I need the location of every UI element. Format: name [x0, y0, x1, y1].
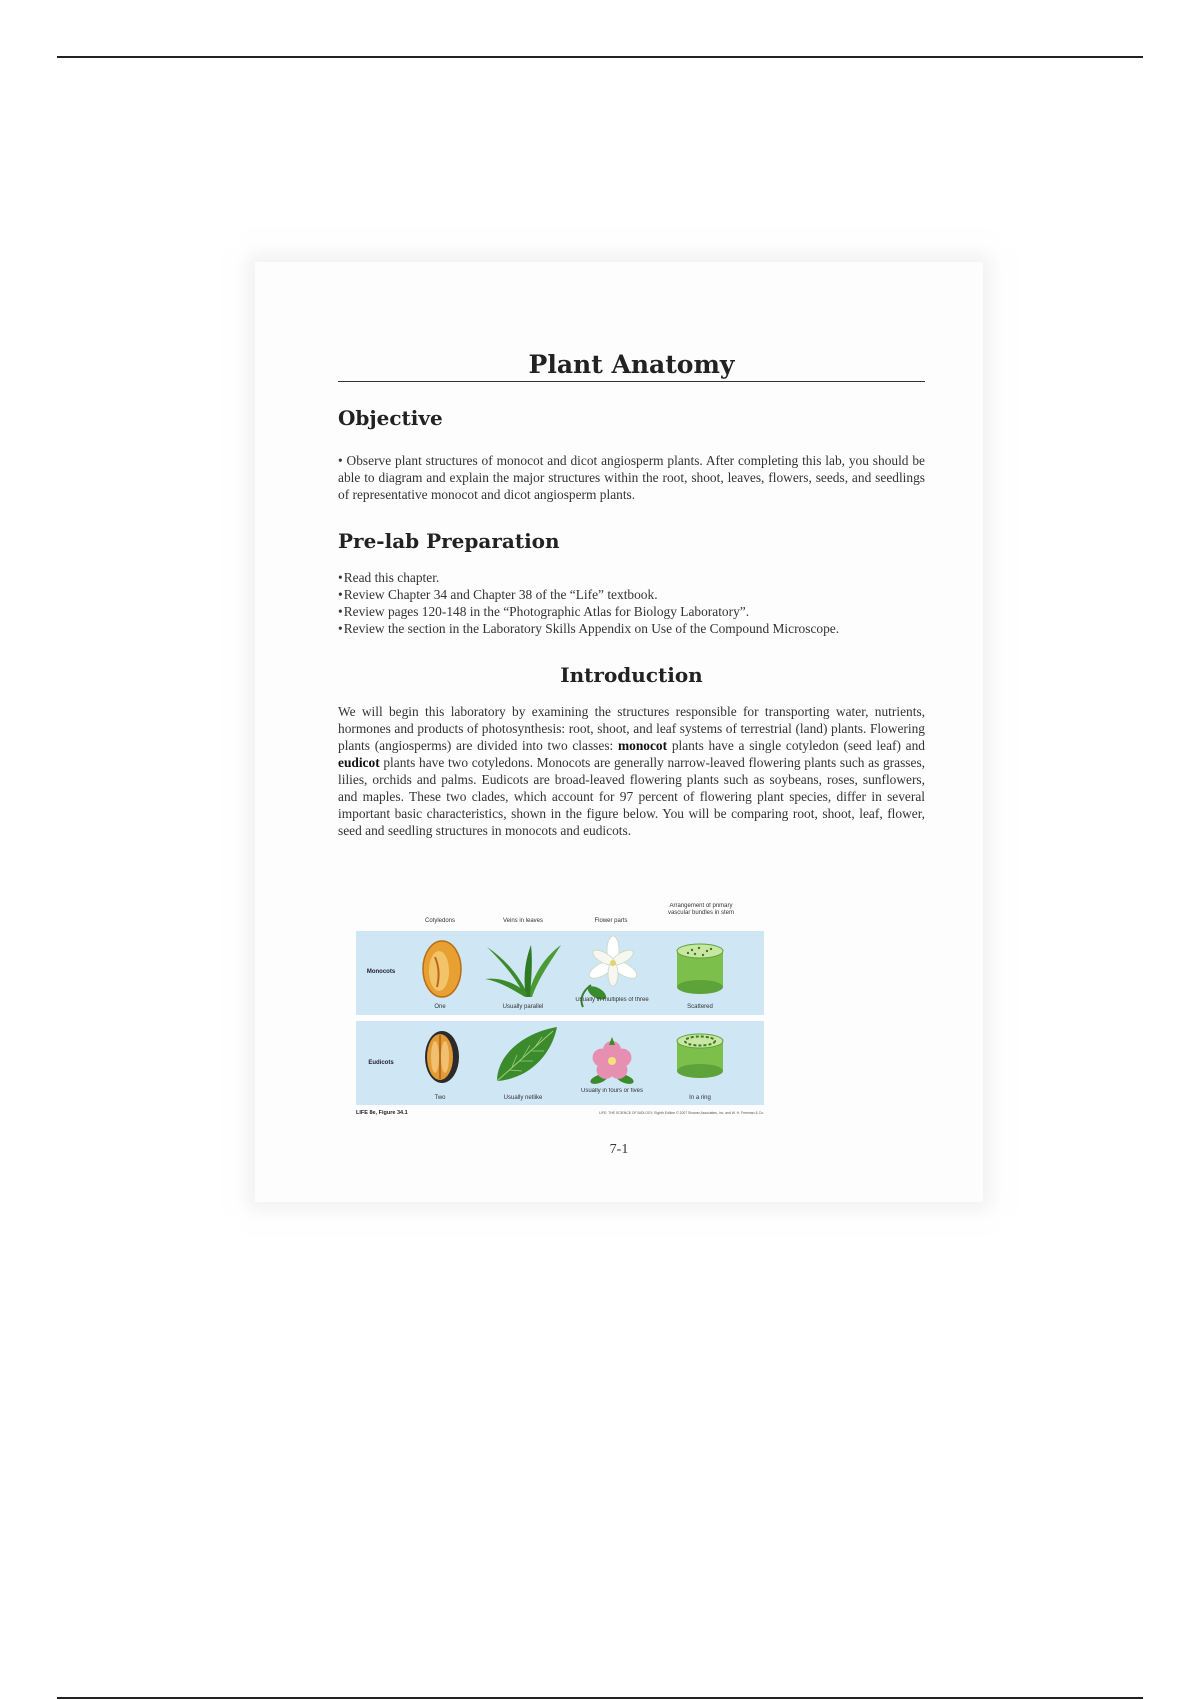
- caption-eudicot-veins: Usually netlike: [503, 1095, 543, 1101]
- eudicot-stem-icon: [677, 1034, 723, 1078]
- caption-monocot-veins: Usually parallel: [502, 1004, 544, 1010]
- caption-monocot-cotyledon: One: [434, 1004, 446, 1010]
- eudicot-seed-icon: [425, 1031, 459, 1083]
- intro-part-3: plants have two cotyledons. Monocots are generally narrow-leaved flowering plants such as grasses, lilies, orchids and palms. Eudicots are broad-leaved flowering plants such as soybeans, roses, sunflowers, and maples. These two clades, which account for 97 percent of flowering plant species, differ in several important basic characteristics, shown in the figure below. You will be comparing root, shoot, leaf, flower, seed and seedling structures in monocots and eudicots.: [338, 755, 925, 838]
- page-content: [338, 350, 925, 839]
- caption-eudicot-flower: Usually in fours or fives: [580, 1088, 644, 1094]
- monocot-seed-icon: [423, 941, 461, 997]
- intro-part-2: plants have a single cotyledon (seed leaf) and: [667, 738, 926, 753]
- row-label-monocots: Monocots: [366, 969, 396, 975]
- introduction-text: [338, 703, 925, 839]
- prelab-list: [338, 569, 925, 637]
- caption-eudicot-cotyledon: Two: [434, 1095, 446, 1101]
- caption-monocot-flower-wrap: [575, 997, 649, 1013]
- figure-column-cotyledons: Cotyledons: [424, 918, 456, 924]
- figure-column-stem-wrap: [665, 903, 737, 929]
- term-monocot: monocot: [618, 738, 668, 753]
- introduction-heading: Introduction: [560, 663, 703, 687]
- caption-monocot-stem: Scattered: [687, 1004, 713, 1010]
- list-item: • Review pages 120-148 in the “Photographic Atlas for Biology Laboratory”.: [338, 603, 925, 620]
- list-item: • Read this chapter.: [338, 569, 925, 586]
- figure-credit: LIFE 8e, Figure 34.1: [356, 1110, 408, 1116]
- list-item: • Review Chapter 34 and Chapter 38 of the “Life” textbook.: [338, 586, 925, 603]
- figure-column-veins: Veins in leaves: [502, 918, 544, 924]
- term-eudicot: eudicot: [338, 755, 380, 770]
- intro-part-1: We will begin this laboratory by examining the structures responsible for transporting water, nutrients, hormones and products of photosynthesis: root, shoot, and leaf systems of terrestrial (land) plants. Flowering plants (angiosperms) are divided into two classes:: [338, 704, 925, 753]
- figure-column-flower: Flower parts: [594, 918, 628, 924]
- page-title: Plant Anatomy: [338, 350, 925, 382]
- page-number: 7-1: [609, 1142, 629, 1157]
- list-item: • Review the section in the Laboratory Skills Appendix on Use of the Compound Microscope.: [338, 620, 925, 637]
- row-label-eudicots: Eudicots: [368, 1060, 394, 1066]
- caption-eudicot-stem: In a ring: [689, 1095, 711, 1101]
- document-page: [255, 262, 983, 1202]
- figure-publisher: LIFE: THE SCIENCE OF BIOLOGY, Eighth Edition © 2007 Sinauer Associates, Inc. and W. H. Freeman & Co.: [599, 1111, 764, 1115]
- top-rule: [57, 56, 1143, 58]
- caption-monocot-flower: Usually in multiples of three: [575, 997, 649, 1003]
- bottom-rule: [57, 1697, 1143, 1699]
- figure-column-stem: Arrangement of primary vascular bundles in stem: [667, 903, 735, 916]
- objective-text: • Observe plant structures of monocot and dicot angiosperm plants. After completing this lab, you should be able to diagram and explain the major structures within the root, shoot, leaves, flowers, seeds, and seedlings of representative monocot and dicot angiosperm plants.: [338, 453, 925, 502]
- caption-eudicot-flower-wrap: [575, 1088, 649, 1104]
- prelab-heading: Pre-lab Preparation: [338, 529, 560, 553]
- monocot-eudicot-figure: [347, 895, 767, 1117]
- monocot-stem-icon: [677, 944, 723, 994]
- objective-heading: Objective: [338, 406, 443, 430]
